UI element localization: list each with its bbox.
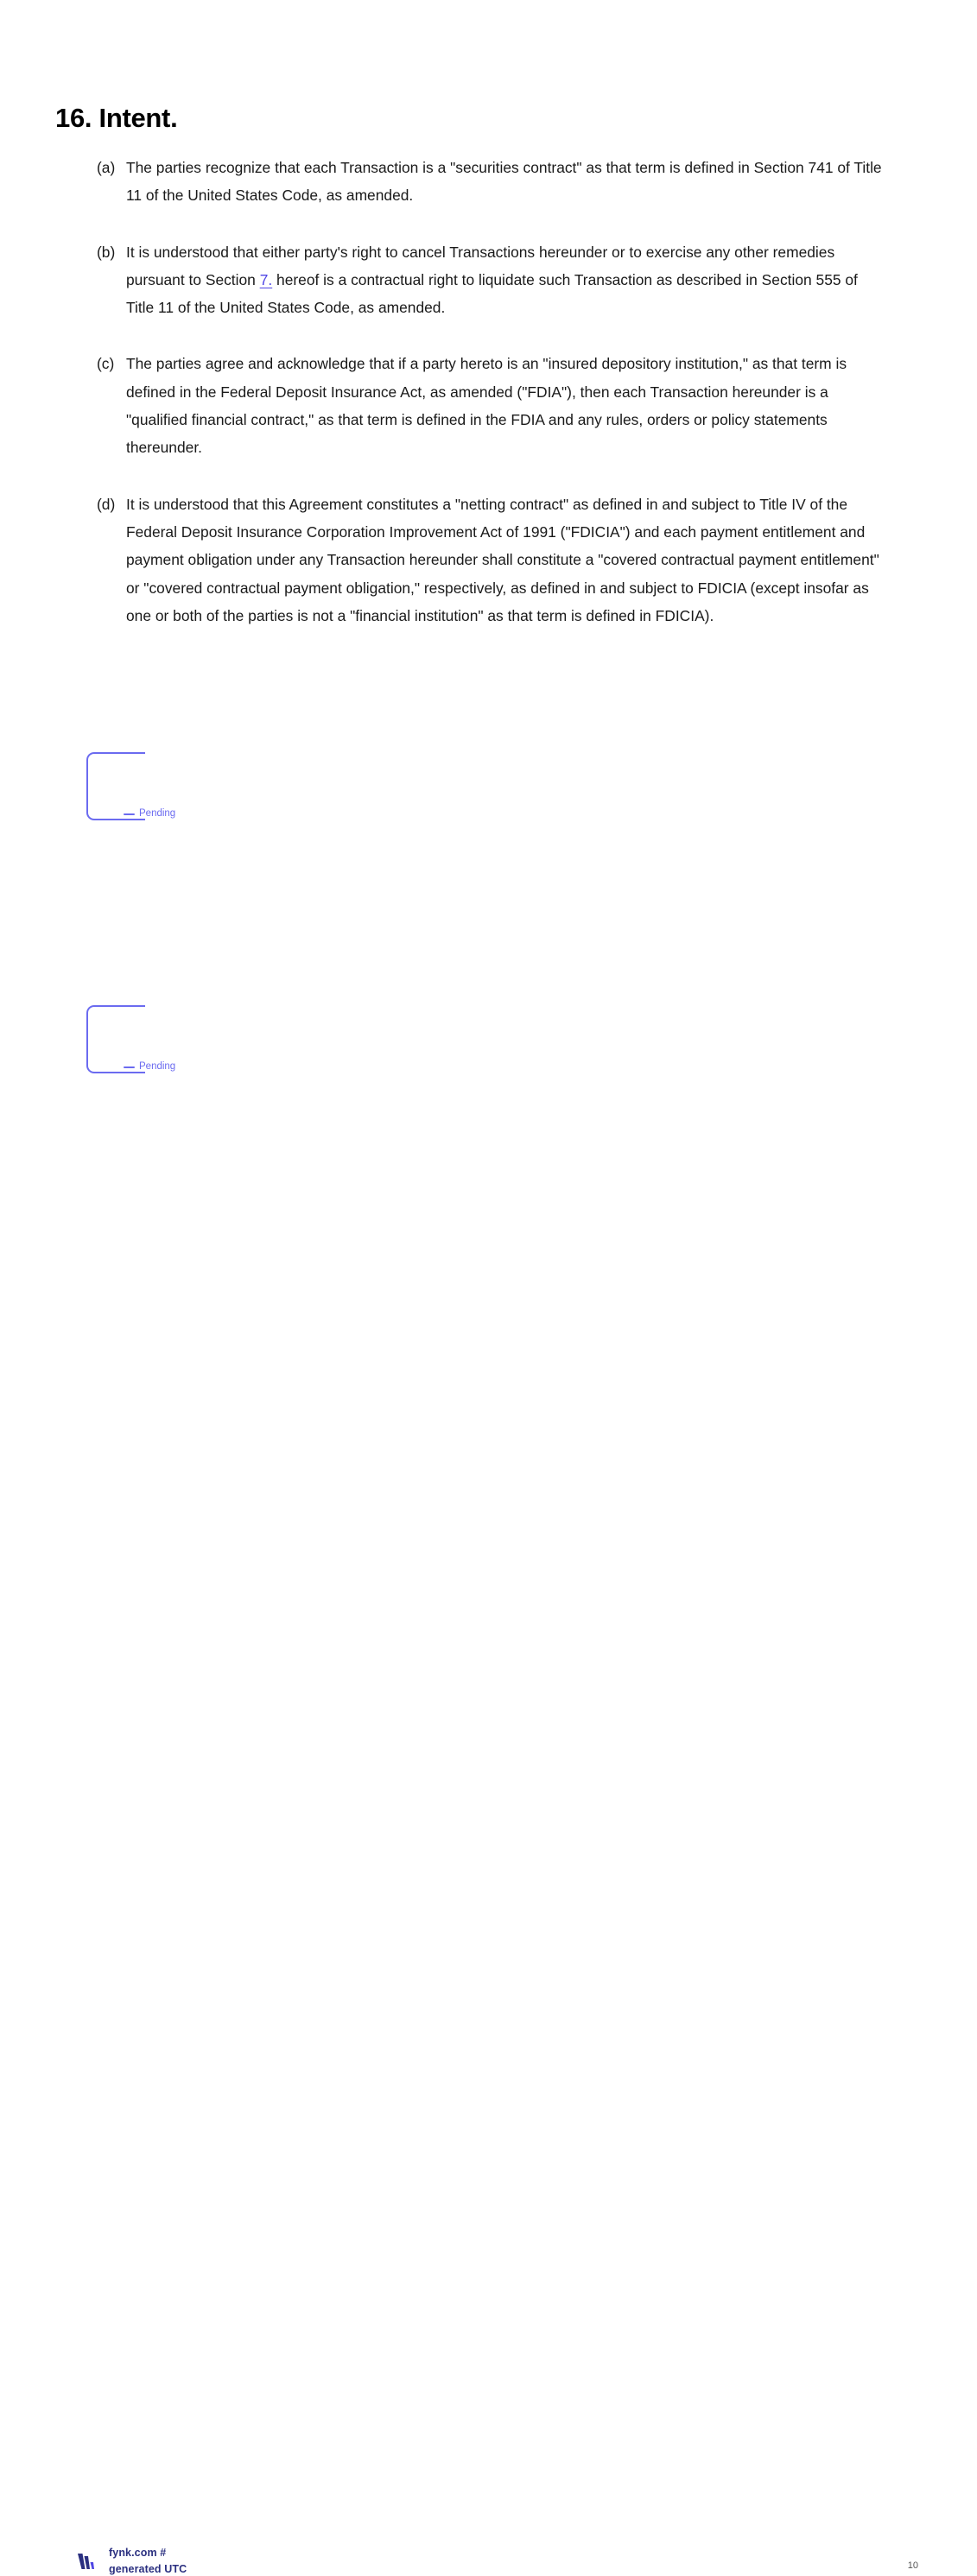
signature-status	[124, 1062, 175, 1073]
page-title: 16. Intent.	[55, 102, 178, 133]
clause-text-segment: It is understood that either party's right to cancel Transactions hereunder or to exercise any other remedies pursuant to Section	[126, 243, 835, 288]
clause-item-a	[97, 154, 885, 210]
page-number: 10	[907, 2560, 918, 2571]
page-footer	[0, 1278, 977, 2575]
clause-text	[126, 350, 885, 461]
signature-field-2[interactable]	[86, 1005, 176, 1073]
footer-brand	[76, 2547, 187, 2576]
clause-text	[126, 154, 885, 210]
signature-field-1[interactable]	[86, 752, 176, 820]
clause-item-d	[97, 491, 885, 630]
clause-text-segment: The parties agree and acknowledge that if a party hereto is an "insured depository institution," as that term is defined in the Federal Deposit Insurance Act, as amended ("FDIA"), then each Transaction hereunder is a "qualified financial contract," as that term is defined in the FDIA and any rules, orders or policy statements thereunder.	[126, 355, 847, 457]
clause-text-segment: The parties recognize that each Transaction is a "securities contract" as that term is defined in Section 741 of Title 11 of the United States Code, as amended.	[126, 159, 882, 205]
footer-generated-label: generated UTC	[109, 2562, 187, 2575]
clause-marker: (d)	[97, 495, 116, 513]
clause-item-c	[97, 350, 885, 461]
clause-text-segment: It is understood that this Agreement constitutes a "netting contract" as defined in and subject to Title IV of the Federal Deposit Insurance Corporation Improvement Act of 1991 ("FDICIA") and each payment entitlement and payment obligation under any Transaction hereunder shall constitute a "covered contractual payment entitlement" or "covered contractual payment obligation," respectively, as defined in and subject to FDICIA (except insofar as one or both of the parties is not a "financial institution" as that term is defined in FDICIA).	[126, 495, 879, 624]
fynk-logo-icon	[76, 2550, 98, 2573]
footer-site-label: fynk.com #	[109, 2547, 167, 2559]
footer-text-lines	[109, 2547, 187, 2576]
clause-item-b	[97, 238, 885, 322]
clause-text-segment: hereof is a contractual right to liquidate such Transaction as described in Section 555 of Title 11 of the United States Code, as amended.	[126, 270, 858, 317]
clause-text	[126, 238, 885, 322]
section-cross-reference-link[interactable]: 7.	[259, 270, 273, 288]
clause-marker: (a)	[97, 159, 116, 176]
clause-marker: (b)	[97, 243, 116, 261]
clause-list	[97, 154, 885, 658]
clause-text	[126, 491, 885, 630]
clause-marker: (c)	[97, 355, 115, 373]
signature-status	[124, 809, 175, 820]
status-dash-icon	[124, 1066, 135, 1069]
status-dash-icon	[124, 813, 135, 816]
status-badge: Pending	[139, 808, 176, 819]
status-badge: Pending	[139, 1061, 176, 1072]
